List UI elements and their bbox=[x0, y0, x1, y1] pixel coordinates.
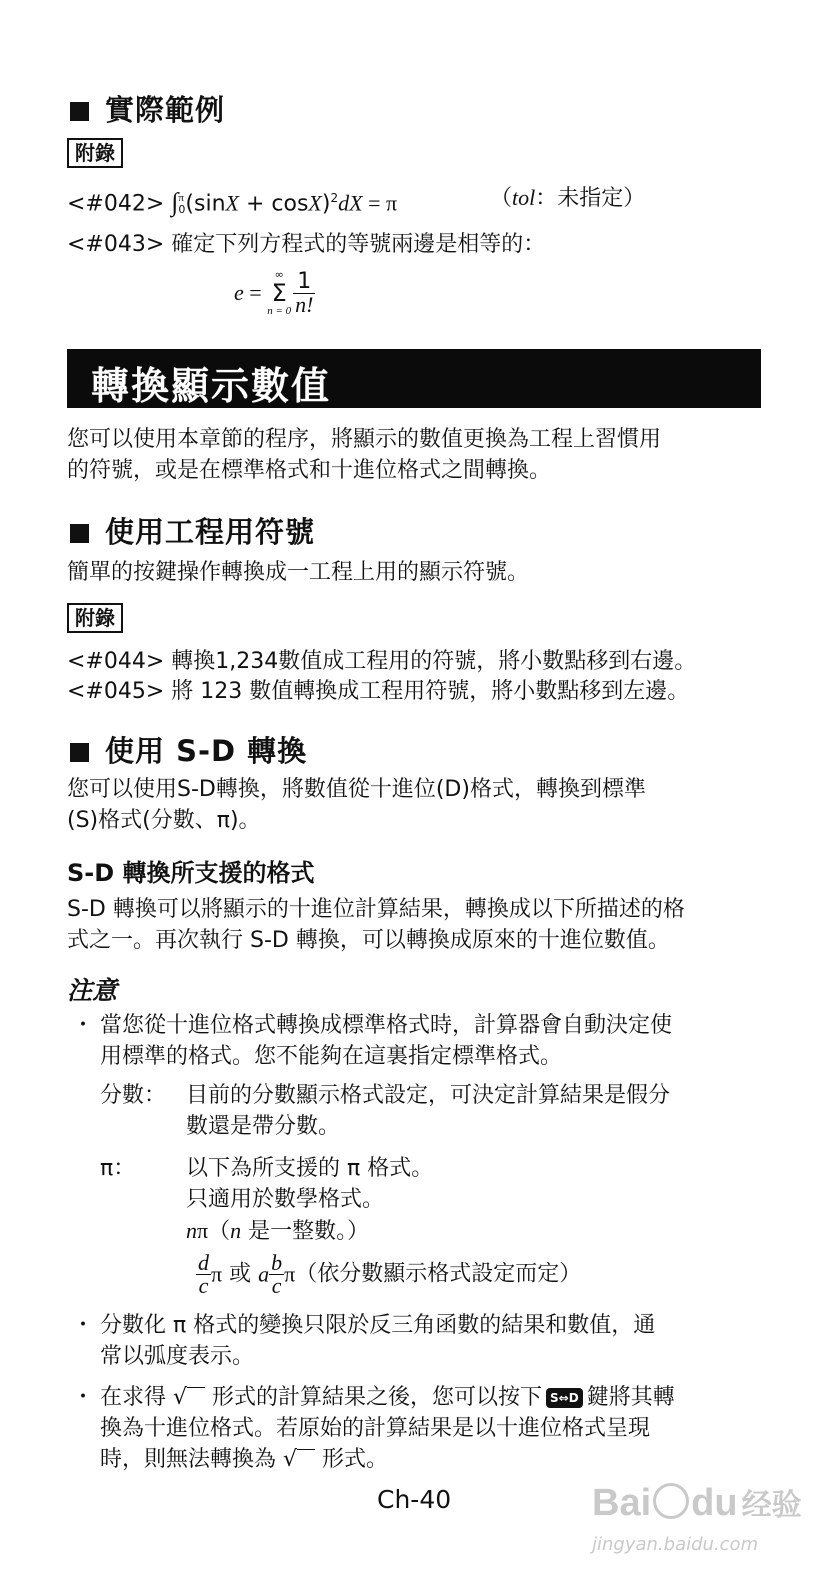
fraction-line-1: 目前的分數顯示格式設定，可決定計算結果是假分 bbox=[186, 1083, 671, 1108]
sd-line-1: 您可以使用S-D轉換，將數值從十進位(D)格式，轉換到標準 bbox=[67, 777, 646, 802]
heading-engineering: 使用工程用符號 bbox=[70, 510, 315, 551]
intro-line-2: 的符號，或是在標準格式和十進位格式之間轉換。 bbox=[67, 458, 552, 483]
bullet-2-line-1: 分數化 π 格式的變換只限於反三角函數的結果和數值，通 bbox=[100, 1313, 656, 1338]
heading-examples: 實際範例 bbox=[70, 88, 225, 129]
bullet-3-marker: ・ bbox=[72, 1385, 95, 1410]
bullet-2-line-2: 常以弧度表示。 bbox=[100, 1344, 255, 1369]
pi-line-4: $\frac{d}{c}$ π 或 a $\frac{b}{c}$ π（依分數顯示格式設定而定） bbox=[198, 1250, 582, 1298]
fraction-line-2: 數還是帶分數。 bbox=[186, 1114, 341, 1139]
example-044: <#044> 轉換1,234數值成工程用的符號，將小數點移到右邊。 bbox=[67, 649, 697, 674]
bullet-3-line-1: 在求得 √ 形式的計算結果之後，您可以按下 S⇔D 鍵將其轉 bbox=[100, 1385, 675, 1410]
example-042: <#042> ∫ π 0 $(\sin X + \cos X)^2dX = \pi$ bbox=[67, 187, 398, 217]
appendix-tag: 附錄 bbox=[67, 138, 123, 168]
bullet-1-line-1: 當您從十進位格式轉換成標準格式時，計算器會自動決定使 bbox=[100, 1013, 673, 1038]
sqrt-bar-icon bbox=[187, 1387, 205, 1406]
sd-line-2: (S)格式(分數、π)。 bbox=[67, 808, 261, 833]
page-number: Ch-40 bbox=[377, 1485, 452, 1514]
bullet-1-line-2: 用標準的格式。您不能夠在這裏指定標準格式。 bbox=[100, 1044, 563, 1069]
engineering-desc: 簡單的按鍵操作轉換成一工程上用的顯示符號。 bbox=[67, 560, 530, 585]
sd-sub-line-1: S-D 轉換可以將顯示的十進位計算結果，轉換成以下所描述的格 bbox=[67, 897, 685, 922]
sd-key-icon: S⇔D bbox=[546, 1388, 583, 1408]
pi-label: π： bbox=[100, 1156, 136, 1181]
pi-line-3: nπ（n 是一整數。） bbox=[186, 1218, 370, 1244]
heading-sd: 使用 S-D 轉換 bbox=[70, 729, 307, 770]
fraction-label: 分數： bbox=[100, 1083, 167, 1108]
example-045: <#045> 將 123 數值轉換成工程用符號，將小數點移到左邊。 bbox=[67, 679, 690, 704]
square-bullet-icon bbox=[70, 743, 89, 762]
pi-line-1: 以下為所支援的 π 格式。 bbox=[186, 1156, 434, 1181]
appendix-tag: 附錄 bbox=[67, 603, 123, 633]
sqrt-bar-icon bbox=[297, 1449, 315, 1468]
bullet-3-line-2: 換為十進位格式。若原始的計算結果是以十進位格式呈現 bbox=[100, 1416, 651, 1441]
square-bullet-icon bbox=[70, 524, 89, 543]
example-043: <#043> 確定下列方程式的等號兩邊是相等的： bbox=[67, 232, 546, 257]
example-042-note: （tol：未指定） bbox=[490, 185, 646, 211]
bullet-2-marker: ・ bbox=[72, 1313, 95, 1338]
square-bullet-icon bbox=[70, 102, 89, 121]
integral-sign: ∫ bbox=[171, 187, 179, 217]
bullet-3-line-3: 時，則無法轉換為 √ 形式。 bbox=[100, 1447, 389, 1472]
watermark-url: jingyan.baidu.com bbox=[592, 1534, 759, 1555]
chapter-banner bbox=[67, 349, 761, 408]
intro-line-1: 您可以使用本章節的程序，將顯示的數值更換為工程上習慣用 bbox=[67, 427, 662, 452]
series-formula: e = ∞ Σ n = 0 $\frac{1}{n!}$ bbox=[234, 268, 314, 317]
watermark-logo: Bai du 经验 bbox=[592, 1482, 802, 1524]
sd-subheading: S-D 轉換所支援的格式 bbox=[67, 859, 315, 887]
sd-sub-line-2: 式之一。再次執行 S-D 轉換，可以轉換成原來的十進位數值。 bbox=[67, 928, 670, 953]
pi-line-2: 只適用於數學格式。 bbox=[186, 1187, 385, 1212]
notes-heading: 注意 bbox=[67, 976, 118, 1005]
bullet-1-marker: ・ bbox=[72, 1013, 95, 1038]
banner-title: 轉換顯示數值 bbox=[91, 364, 332, 408]
paw-icon bbox=[653, 1483, 689, 1519]
